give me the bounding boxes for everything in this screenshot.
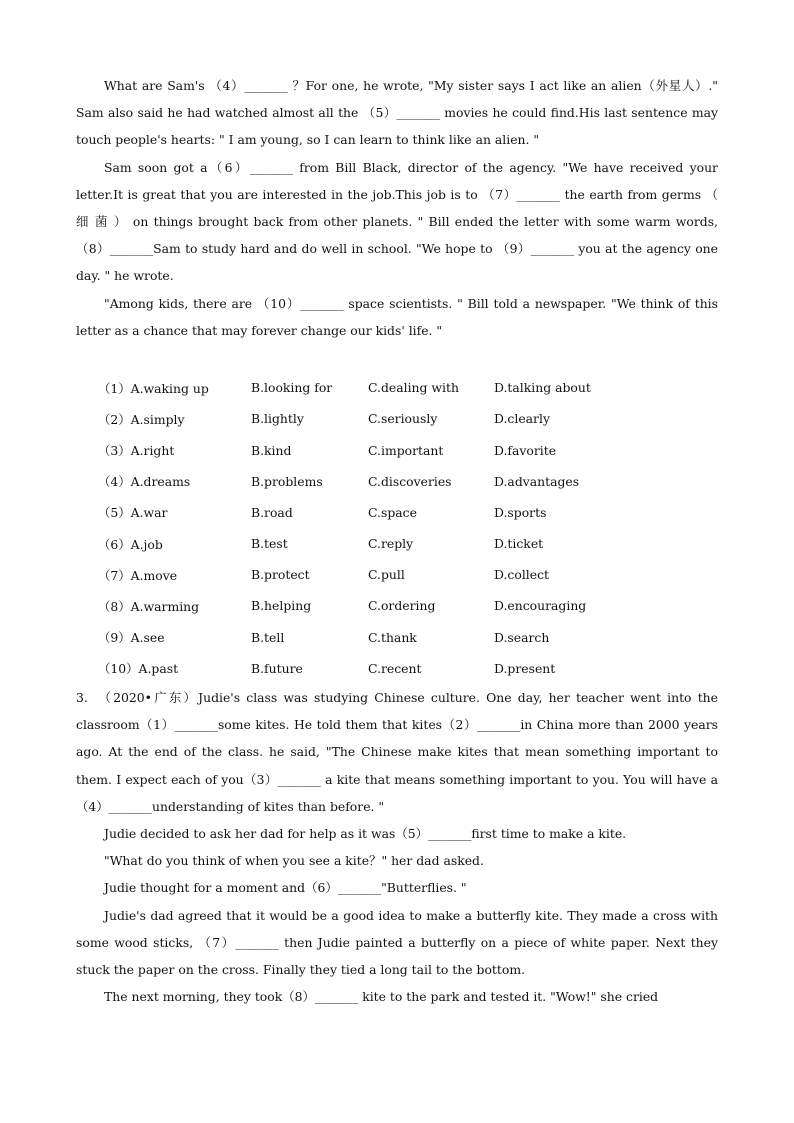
spacer bbox=[76, 344, 718, 372]
passage2-paragraph-1: What are Sam's （4）_______ ？For one, he wrote, "My sister says I act like an alien（外星人）." Sam also said he had watched almost all the （5）_______ movies he could find.His last sentence may touch people's hearts: " I am young, so I can learn to think like an alien. " bbox=[76, 78, 718, 148]
option-choice: D.advantages bbox=[494, 473, 580, 489]
option-choice: B.looking for bbox=[251, 380, 333, 396]
option-row bbox=[98, 653, 718, 684]
option-choice: D.collect bbox=[494, 567, 550, 583]
option-choice: C.dealing with bbox=[368, 380, 459, 396]
option-choice: （1）A.waking up bbox=[98, 380, 209, 396]
option-choice: D.talking about bbox=[494, 380, 591, 396]
passage2-paragraph-2: Sam soon got a（6）_______ from Bill Black, director of the agency. "We have received your letter.It is great that you are interested in the job.This job is to （7）_______ the earth from germs （ 细 菌 ） on things brought back from other planets. " Bill ended the letter with some warm words, （8）_______Sam to study hard and do well in school. "We hope to （9）_______ you at the agency one day. " he wrote. bbox=[76, 159, 718, 284]
option-choice: B.test bbox=[251, 536, 288, 552]
option-choice: B.protect bbox=[251, 567, 310, 583]
options-list bbox=[98, 372, 718, 684]
option-choice: （10）A.past bbox=[98, 661, 179, 677]
option-row bbox=[98, 497, 718, 528]
passage3-paragraph-4: Judie thought for a moment and（6）_______"Butterflies. " bbox=[104, 880, 467, 896]
option-row bbox=[98, 559, 718, 590]
option-choice: （4）A.dreams bbox=[98, 474, 191, 490]
option-choice: B.problems bbox=[251, 473, 323, 489]
option-row bbox=[98, 403, 718, 434]
passage3-paragraph-2: Judie decided to ask her dad for help as it was（5）_______first time to make a kite. bbox=[104, 825, 627, 841]
option-choice: B.tell bbox=[251, 629, 285, 645]
option-row bbox=[98, 466, 718, 497]
option-choice: C.seriously bbox=[368, 411, 438, 427]
option-row bbox=[98, 622, 718, 653]
option-choice: B.helping bbox=[251, 598, 312, 614]
option-choice: （9）A.see bbox=[98, 630, 165, 646]
option-choice: （6）A.job bbox=[98, 536, 163, 552]
option-choice: D.encouraging bbox=[494, 598, 587, 614]
option-choice: D.search bbox=[494, 629, 550, 645]
option-row bbox=[98, 590, 718, 621]
passage3-paragraph-1: 3. （2020•广东）Judie's class was studying Chinese culture. One day, her teacher went into the classroom（1）_______some kites. He told them that kites（2）_______in China more than 2000 years ago. At the end of the class. he said, "The Chinese make kites that mean something important to them. I expect each of you（3）_______ a kite that means something important to you. You will have a（4）_______understanding of kites than before. " bbox=[76, 689, 718, 814]
option-choice: （7）A.move bbox=[98, 567, 178, 583]
option-choice: B.kind bbox=[251, 442, 292, 458]
option-choice: C.reply bbox=[368, 536, 414, 552]
option-choice: B.lightly bbox=[251, 411, 304, 427]
option-choice: C.discoveries bbox=[368, 473, 452, 489]
option-row bbox=[98, 434, 718, 465]
option-choice: D.favorite bbox=[494, 442, 557, 458]
passage3-paragraph-6: The next morning, they took（8）_______ kite to the park and tested it. "Wow!" she cried bbox=[104, 989, 659, 1005]
passage3-paragraph-5: Judie's dad agreed that it would be a good idea to make a butterfly kite. They made a cross with some wood sticks, （7）_______ then Judie painted a butterfly on a piece of white paper. Next they stuck the paper on the cross. Finally they tied a long tail to the bottom. bbox=[76, 907, 718, 977]
option-choice: D.clearly bbox=[494, 411, 550, 427]
option-row bbox=[98, 528, 718, 559]
option-choice: B.road bbox=[251, 504, 293, 520]
passage3-paragraph-3: "What do you think of when you see a kite？" her dad asked. bbox=[104, 853, 484, 869]
option-choice: （5）A.war bbox=[98, 505, 168, 521]
option-choice: （2）A.simply bbox=[98, 411, 185, 427]
passage2-paragraph-3: "Among kids, there are （10）_______ space scientists. " Bill told a newspaper. "We think of this letter as a chance that may forever change our kids' life. " bbox=[76, 295, 718, 338]
option-row bbox=[98, 372, 718, 403]
option-choice: C.ordering bbox=[368, 598, 436, 614]
option-choice: （3）A.right bbox=[98, 443, 175, 458]
option-choice: （8）A.warming bbox=[98, 598, 200, 614]
option-choice: C.pull bbox=[368, 567, 405, 583]
option-choice: D.sports bbox=[494, 504, 547, 520]
document-page bbox=[76, 72, 718, 1010]
option-choice: C.important bbox=[368, 442, 444, 458]
option-choice: C.thank bbox=[368, 629, 417, 645]
option-choice: B.future bbox=[251, 660, 303, 676]
option-choice: D.present bbox=[494, 660, 556, 676]
option-choice: D.ticket bbox=[494, 536, 544, 552]
option-choice: C.space bbox=[368, 504, 417, 520]
option-choice: C.recent bbox=[368, 660, 422, 676]
